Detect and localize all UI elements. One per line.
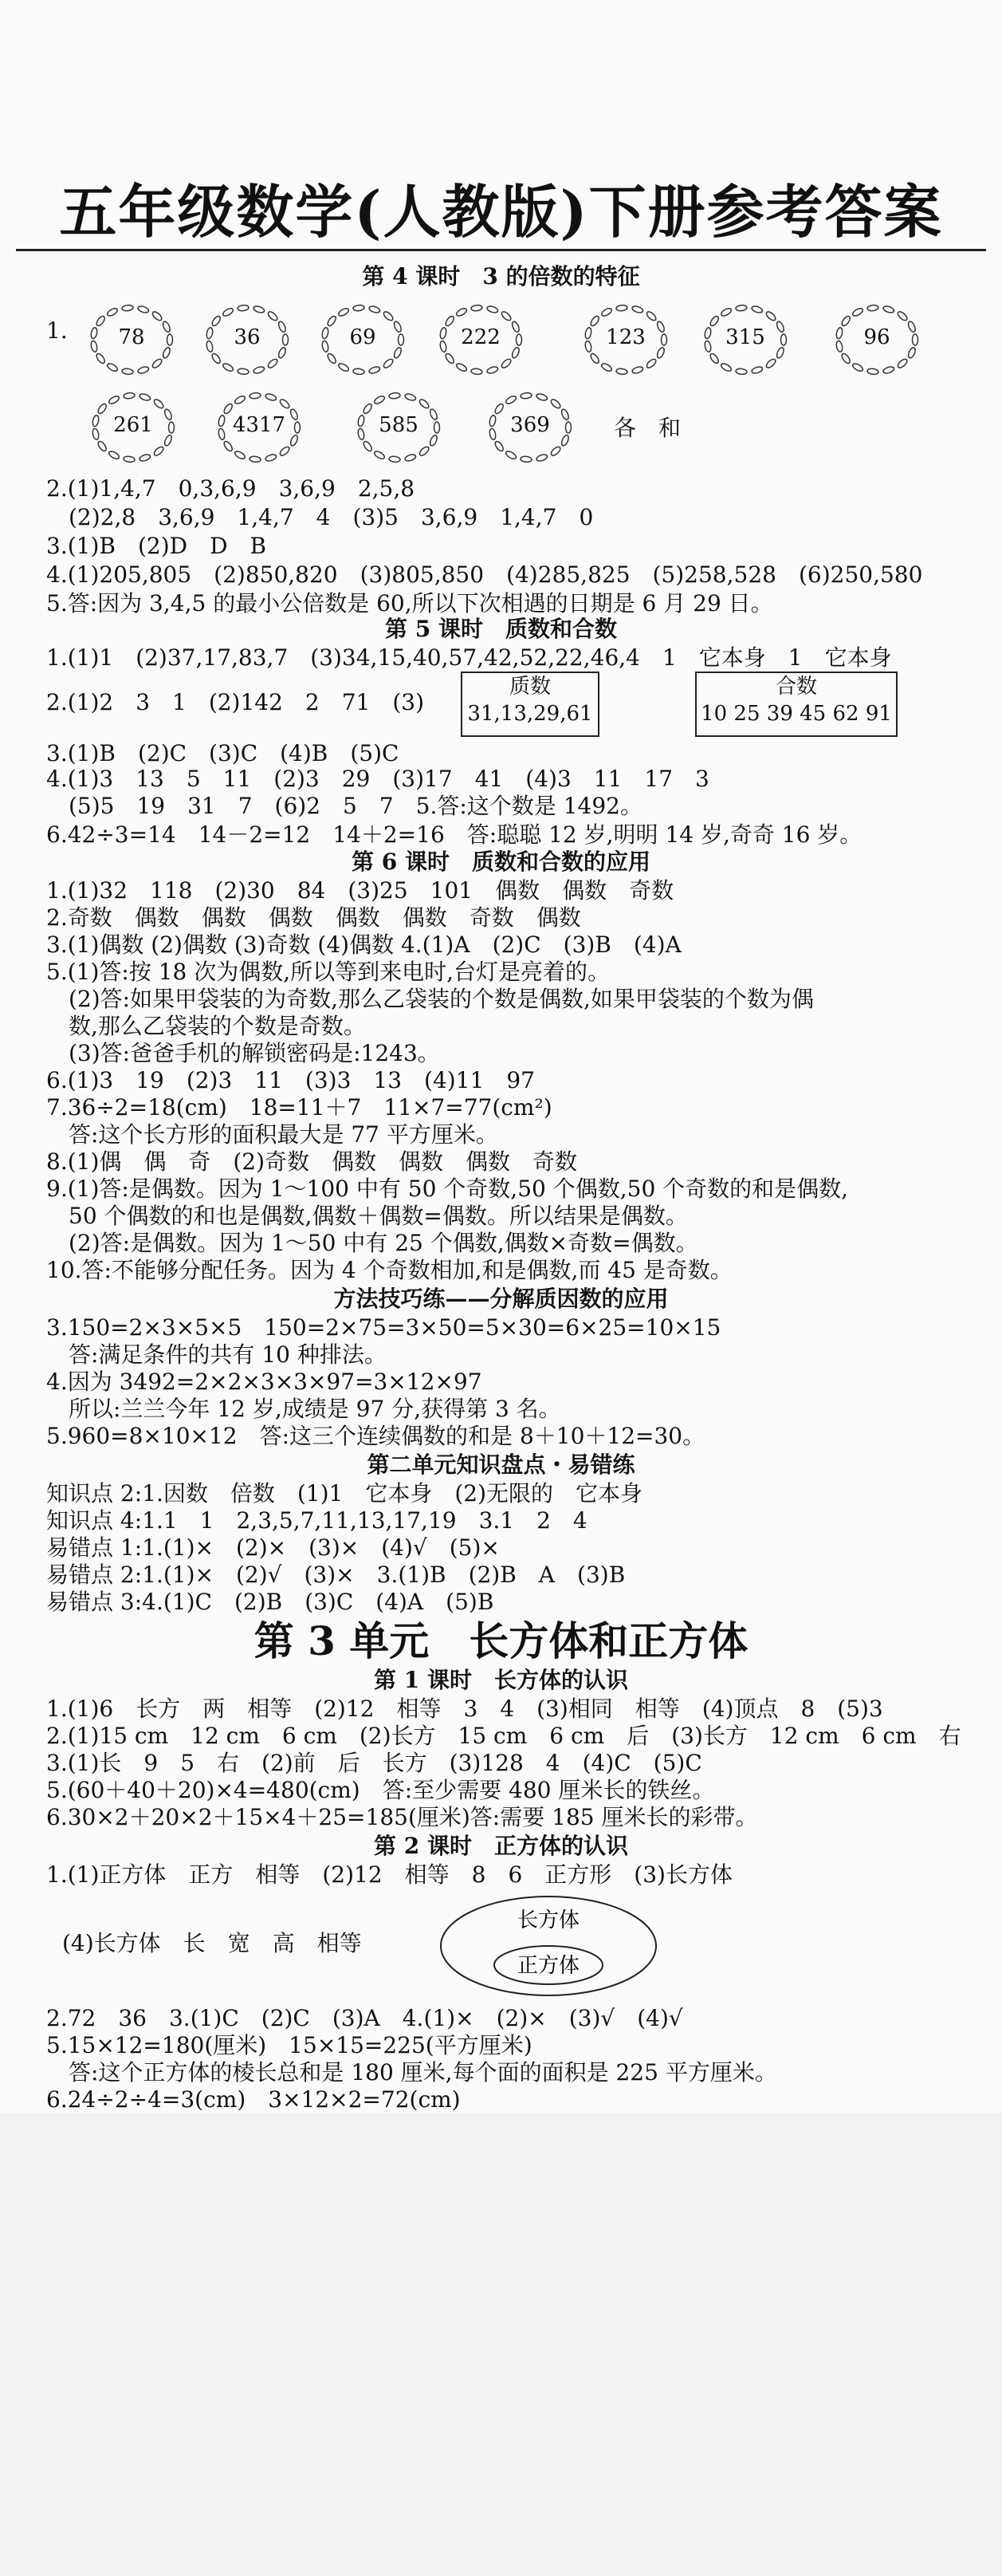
prime-box bbox=[461, 672, 599, 737]
answer-line: 4.(1)3 13 5 11 (2)3 29 (3)17 41 (4)3 11 17 3 bbox=[46, 766, 709, 792]
answer-line: 4.(1)205,805 (2)850,820 (3)805,850 (4)285,825 (5)258,528 (6)250,580 bbox=[46, 561, 923, 588]
answer-line: 9.(1)答:是偶数。因为 1～100 中有 50 个奇数,50 个偶数,50 个奇数的和是偶数, bbox=[46, 1176, 849, 1202]
answer-line: 知识点 4:1.1 1 2,3,5,7,11,13,17,19 3.1 2 4 bbox=[46, 1507, 587, 1534]
wreath-number bbox=[833, 301, 921, 378]
wreath-value: 78 bbox=[118, 325, 145, 349]
section-heading: 第 5 课时 质数和合数 bbox=[385, 616, 617, 642]
unit-heading: 第 3 单元 长方体和正方体 bbox=[253, 1617, 749, 1664]
answer-line: 答:满足条件的共有 10 种排法。 bbox=[46, 1341, 387, 1368]
blank-area bbox=[0, 2113, 1002, 2576]
answer-line: 7.36÷2=18(cm) 18=11＋7 11×7=77(cm²) bbox=[46, 1094, 552, 1121]
answer-line: 2.(1)2 3 1 (2)142 2 71 (3) bbox=[46, 689, 425, 715]
prime-label: 质数 bbox=[509, 675, 551, 699]
answer-line: 5.(60＋40＋20)×4=480(cm) 答:至少需要 480 厘米长的铁丝。 bbox=[46, 1777, 715, 1803]
answer-line: 1.(1)正方体 正方 相等 (2)12 相等 8 6 正方形 (3)长方体 bbox=[46, 1861, 733, 1888]
wreath-number bbox=[88, 301, 175, 378]
answer-line: 1.(1)32 118 (2)30 84 (3)25 101 偶数 偶数 奇数 bbox=[46, 877, 674, 904]
answer-line: 6.(1)3 19 (2)3 11 (3)3 13 (4)11 97 bbox=[46, 1067, 535, 1093]
wreath-value: 369 bbox=[510, 413, 550, 437]
answer-line: 知识点 2:1.因数 倍数 (1)1 它本身 (2)无限的 它本身 bbox=[46, 1480, 643, 1507]
page-title: 五年级数学(人教版)下册参考答案 bbox=[59, 178, 943, 246]
answer-line: 6.24÷2÷4=3(cm) 3×12×2=72(cm) bbox=[46, 2086, 461, 2113]
answer-line: (4)长方体 长 宽 高 相等 bbox=[62, 1930, 362, 1956]
section-heading: 第 6 课时 质数和合数的应用 bbox=[352, 849, 650, 875]
answer-line: 2.奇数 偶数 偶数 偶数 偶数 偶数 奇数 偶数 bbox=[46, 904, 581, 931]
answer-line: 数,那么乙袋装的个数是奇数。 bbox=[46, 1013, 366, 1039]
answer-line: 6.30×2＋20×2＋15×4＋25=185(厘米)答:需要 185 厘米长的彩带。 bbox=[46, 1804, 758, 1830]
answer-line: 3.(1)B (2)C (3)C (4)B (5)C bbox=[46, 740, 399, 766]
composite-label: 合数 bbox=[775, 675, 817, 699]
answer-line: 3.(1)长 9 5 右 (2)前 后 长方 (3)128 4 (4)C (5)C bbox=[46, 1750, 702, 1776]
answer-line: 所以:兰兰今年 12 岁,成绩是 97 分,获得第 3 名。 bbox=[46, 1396, 561, 1422]
composite-box bbox=[695, 672, 898, 737]
answer-line: 答:这个正方体的棱长总和是 180 厘米,每个面的面积是 225 平方厘米。 bbox=[46, 2059, 777, 2086]
section-heading: 第 2 课时 正方体的认识 bbox=[374, 1833, 628, 1859]
wreath-value: 96 bbox=[863, 325, 890, 349]
wreath-number bbox=[582, 301, 670, 378]
answer-line: 5.960=8×10×12 答:这三个连续偶数的和是 8＋10＋12=30。 bbox=[46, 1423, 705, 1449]
answer-line: 6.42÷3=14 14－2=12 14＋2=16 答:聪聪 12 岁,明明 14 岁,奇奇 16 岁。 bbox=[46, 821, 863, 848]
wreath-value: 315 bbox=[725, 325, 765, 349]
answer-line: (2)2,8 3,6,9 1,4,7 4 (3)5 3,6,9 1,4,7 0 bbox=[46, 504, 594, 530]
q1-label: 1. bbox=[46, 317, 68, 344]
answer-line: 2.(1)1,4,7 0,3,6,9 3,6,9 2,5,8 bbox=[46, 475, 415, 502]
wreath-number bbox=[701, 301, 789, 378]
wreath-value: 4317 bbox=[232, 413, 286, 437]
answer-line: 2.(1)15 cm 12 cm 6 cm (2)长方 15 cm 6 cm 后 (3)长方 12 cm 6 cm 右 bbox=[46, 1723, 961, 1749]
wreath-number bbox=[203, 301, 291, 378]
answer-line: 5.15×12=180(厘米) 15×15=225(平方厘米) bbox=[46, 2032, 532, 2058]
answer-line: 50 个偶数的和也是偶数,偶数＋偶数=偶数。所以结果是偶数。 bbox=[46, 1203, 688, 1229]
wreath-number bbox=[437, 301, 525, 378]
answer-line: 5.答:因为 3,4,5 的最小公倍数是 60,所以下次相遇的日期是 6 月 29 日。 bbox=[46, 590, 773, 616]
wreath-number bbox=[215, 389, 303, 466]
answer-line: (3)答:爸爸手机的解锁密码是:1243。 bbox=[46, 1040, 440, 1066]
wreath-value: 222 bbox=[461, 325, 501, 349]
answer-line: 10.答:不能够分配任务。因为 4 个奇数相加,和是偶数,而 45 是奇数。 bbox=[46, 1257, 733, 1283]
answer-line: (2)答:是偶数。因为 1～50 中有 25 个偶数,偶数×奇数=偶数。 bbox=[46, 1230, 698, 1256]
answer-line: 答:这个长方形的面积最大是 77 平方厘米。 bbox=[46, 1121, 498, 1148]
wreath-value: 585 bbox=[379, 413, 418, 437]
answer-line: 易错点 2:1.(1)× (2)√ (3)× 3.(1)B (2)B A (3)B bbox=[46, 1562, 626, 1588]
section-heading: 第 4 课时 3 的倍数的特征 bbox=[362, 263, 640, 290]
answer-line: (5)5 19 31 7 (6)2 5 7 5.答:这个数是 1492。 bbox=[46, 793, 642, 819]
title-divider bbox=[16, 249, 986, 251]
answer-line: 易错点 1:1.(1)× (2)× (3)× (4)√ (5)× bbox=[46, 1534, 500, 1561]
wreath-value: 261 bbox=[113, 413, 153, 437]
wreath-value: 36 bbox=[234, 325, 261, 349]
answer-line: 3.150=2×3×5×5 150=2×75=3×50=5×30=6×25=10×15 bbox=[46, 1314, 721, 1341]
outer-label: 长方体 bbox=[517, 1908, 580, 1932]
answer-line: 易错点 3:4.(1)C (2)B (3)C (4)A (5)B bbox=[46, 1589, 494, 1615]
section-heading: 第二单元知识盘点・易错练 bbox=[367, 1451, 635, 1478]
composite-values: 10 25 39 45 62 91 bbox=[701, 702, 892, 726]
answer-line: 3.(1)B (2)D D B bbox=[46, 533, 267, 559]
section-heading: 第 1 课时 长方体的认识 bbox=[374, 1667, 628, 1693]
inner-label: 正方体 bbox=[517, 1954, 580, 1978]
wreath-number bbox=[486, 389, 574, 466]
answer-line: 2.72 36 3.(1)C (2)C (3)A 4.(1)× (2)× (3)√ (4)√ bbox=[46, 2005, 683, 2031]
wreath-value: 123 bbox=[606, 325, 646, 349]
answer-line: 1.(1)1 (2)37,17,83,7 (3)34,15,40,57,42,52,22,46,4 1 它本身 1 它本身 bbox=[46, 644, 892, 671]
answer-line: 3.(1)偶数 (2)偶数 (3)奇数 (4)偶数 4.(1)A (2)C (3)B (4)A bbox=[46, 932, 682, 958]
prime-values: 31,13,29,61 bbox=[467, 702, 593, 726]
answer-line: (2)答:如果甲袋装的为奇数,那么乙袋装的个数是偶数,如果甲袋装的个数为偶 bbox=[46, 986, 814, 1012]
wreath-number bbox=[89, 389, 177, 466]
q1-tail: 各 和 bbox=[614, 415, 682, 441]
answer-line: 8.(1)偶 偶 奇 (2)奇数 偶数 偶数 偶数 奇数 bbox=[46, 1148, 578, 1175]
wreath-number bbox=[319, 301, 407, 378]
wreath-number bbox=[355, 389, 442, 466]
wreath-value: 69 bbox=[349, 325, 376, 349]
answer-line: 5.(1)答:按 18 次为偶数,所以等到来电时,台灯是亮着的。 bbox=[46, 959, 611, 985]
answer-line: 1.(1)6 长方 两 相等 (2)12 相等 3 4 (3)相同 相等 (4)顶点 8 (5)3 bbox=[46, 1696, 883, 1722]
answer-line: 4.因为 3492=2×2×3×3×97=3×12×97 bbox=[46, 1369, 482, 1395]
section-heading: 方法技巧练——分解质因数的应用 bbox=[333, 1286, 669, 1312]
venn-diagram bbox=[437, 1890, 660, 2002]
